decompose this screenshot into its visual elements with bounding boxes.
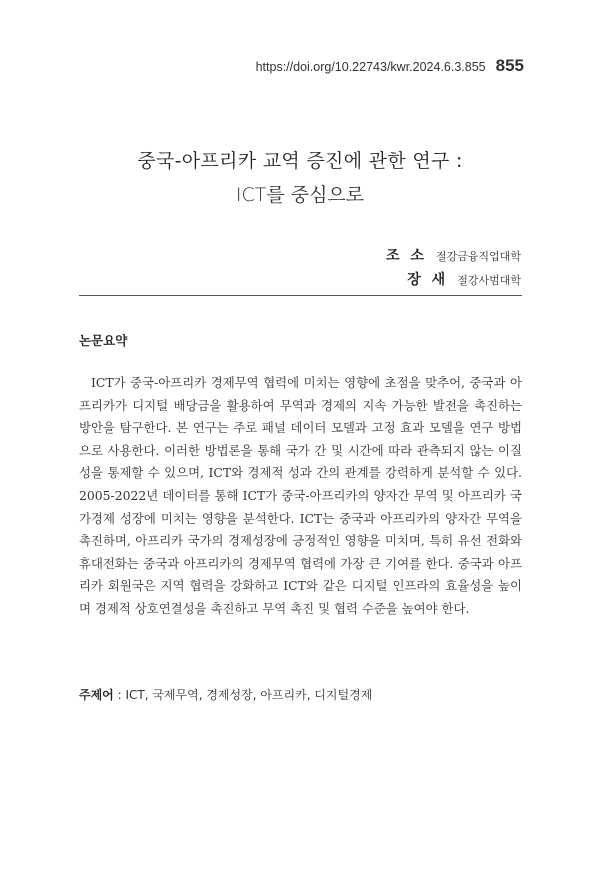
keywords-label: 주제어 bbox=[79, 688, 114, 702]
author-affiliation: 절강사범대학 bbox=[457, 274, 521, 287]
author-name: 조 소 bbox=[385, 248, 427, 264]
page-number: 855 bbox=[495, 56, 524, 75]
author-entry bbox=[386, 268, 521, 292]
author-name: 장 새 bbox=[407, 272, 449, 288]
author-entry bbox=[386, 244, 521, 268]
author-affiliation: 절강금융직업대학 bbox=[435, 250, 521, 263]
paper-subtitle: ICT를 중심으로 bbox=[235, 184, 365, 206]
keywords-text: ICT, 국제무역, 경제성장, 아프리카, 디지털경제 bbox=[125, 688, 373, 702]
keywords-separator: : bbox=[113, 688, 126, 702]
abstract-body bbox=[79, 372, 522, 621]
paper-title: 중국-아프리카 교역 증진에 관한 연구 : bbox=[137, 150, 463, 172]
abstract-heading: 논문요약 bbox=[79, 333, 128, 348]
abstract-text: ICT가 중국-아프리카 경제무역 협력에 미치는 영향에 초점을 맞추어, 중국과 아프리카가 디지털 배당금을 활용하여 무역과 경제의 지속 가능한 발전을 촉진하는 방안을 탐구한다. 본 연구는 주로 패널 데이터 모델과 고정 효과 모델을 연구 방법으로 사용한다. 이러한 방법론을 통해 국가 간 및 시간에 따라 관측되지 않는 이질성을 통제할 수 있으며, ICT와 경제적 성과 간의 관계를 강력하게 분석할 수 있다. 2005-2022년 데이터를 통해 ICT가 중국-아프리카의 양자간 무역 및 아프리카 국가경제 성장에 미치는 영향을 분석한다. ICT는 중국과 아프리카의 양자간 무역을 촉진하며, 아프리카 국가의 경제성장에 긍정적인 영향을 미치며, 특히 유선 전화와 휴대전화는 중국과 아프리카의 경제무역 협력에 가장 큰 기여를 한다. 중국과 아프리카 회원국은 지역 협력을 강화하고 ICT와 같은 디지털 인프라의 효율성을 높이며 경제적 상호연결성을 촉진하고 무역 촉진 및 협력 수준을 높여야 한다. bbox=[79, 375, 522, 616]
divider bbox=[79, 295, 522, 296]
page-header bbox=[256, 56, 524, 76]
keywords-line bbox=[79, 686, 372, 703]
doi-link[interactable]: https://doi.org/10.22743/kwr.2024.6.3.855 bbox=[255, 60, 486, 74]
author-list bbox=[386, 244, 521, 292]
